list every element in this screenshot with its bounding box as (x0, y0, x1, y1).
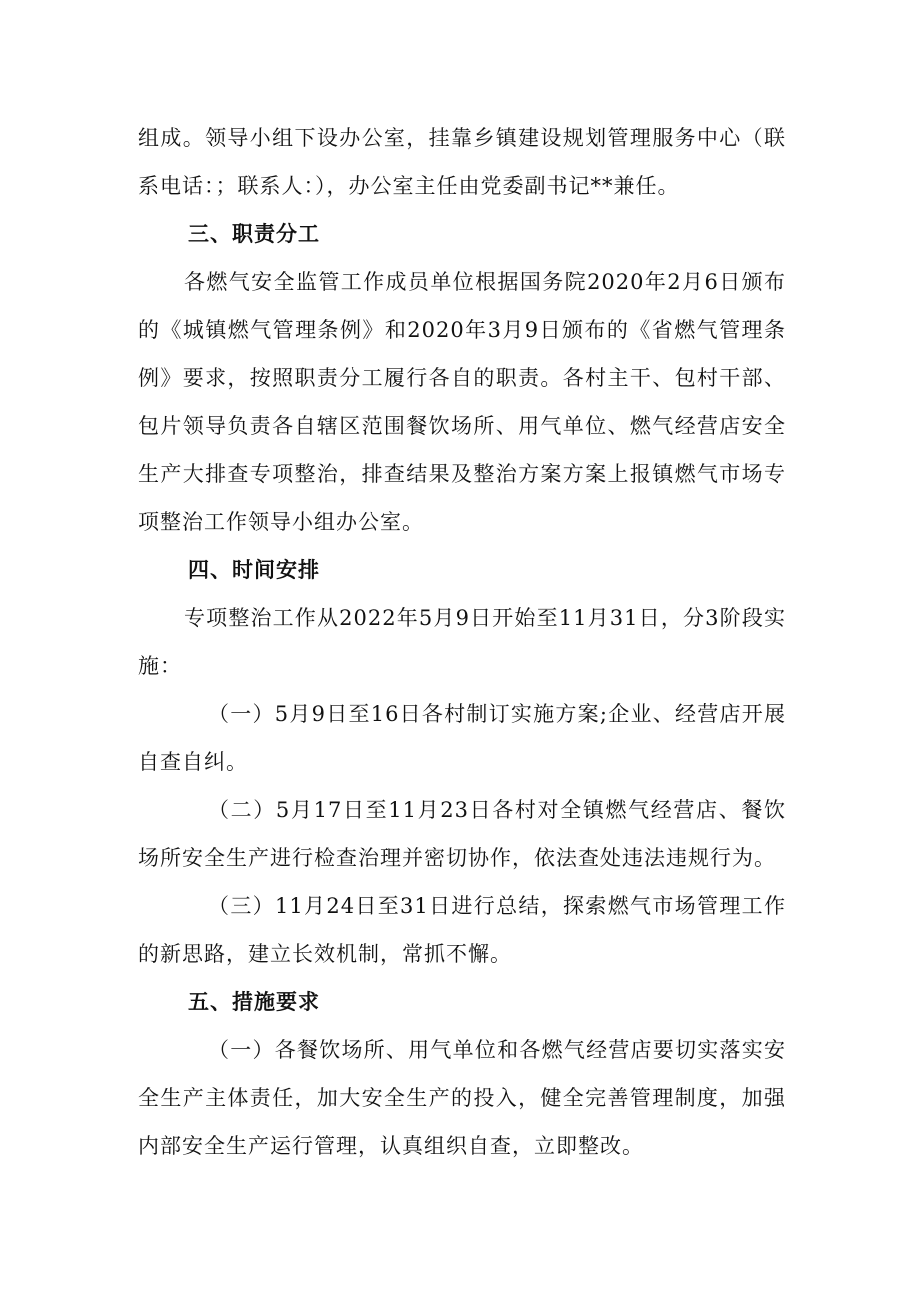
paragraph-phase-two: （二）5月17日至11月23日各村对全镇燃气经营店、餐饮场所安全生产进行检查治理并密切协作，依法查处违法违规行为。 (138, 798, 786, 870)
paragraph-phase-three: （三）11月24日至31日进行总结，探索燃气市场管理工作的新思路，建立长效机制，常抓不懈。 (138, 894, 786, 966)
paragraph-schedule-intro: 专项整治工作从2022年5月9日开始至11月31日，分3阶段实施： (138, 606, 786, 678)
section-heading-schedule: 四、时间安排 (188, 558, 320, 582)
paragraph-responsibilities: 各燃气安全监管工作成员单位根据国务院2020年2月6日颁布的《城镇燃气管理条例》和2020年3月9日颁布的《省燃气管理条例》要求，按照职责分工履行各自的职责。各村主干、包村干部、包片领导负责各自辖区范围餐饮场所、用气单位、燃气经营店安全生产大排查专项整治，排查结果及整治方案方案上报镇燃气市场专项整治工作领导小组办公室。 (138, 270, 786, 534)
section-heading-requirements: 五、措施要求 (188, 990, 320, 1014)
section-heading-responsibilities: 三、职责分工 (188, 222, 320, 246)
document-body (138, 114, 786, 1170)
paragraph-requirement-one: （一）各餐饮场所、用气单位和各燃气经营店要切实落实安全生产主体责任，加大安全生产的投入，健全完善管理制度，加强内部安全生产运行管理，认真组织自查，立即整改。 (138, 1038, 786, 1158)
paragraph-phase-one: （一）5月9日至16日各村制订实施方案;企业、经营店开展自查自纠。 (138, 702, 786, 774)
paragraph-leadership-office: 组成。领导小组下设办公室，挂靠乡镇建设规划管理服务中心（联系电话：；联系人：），办公室主任由党委副书记**兼任。 (138, 126, 786, 198)
